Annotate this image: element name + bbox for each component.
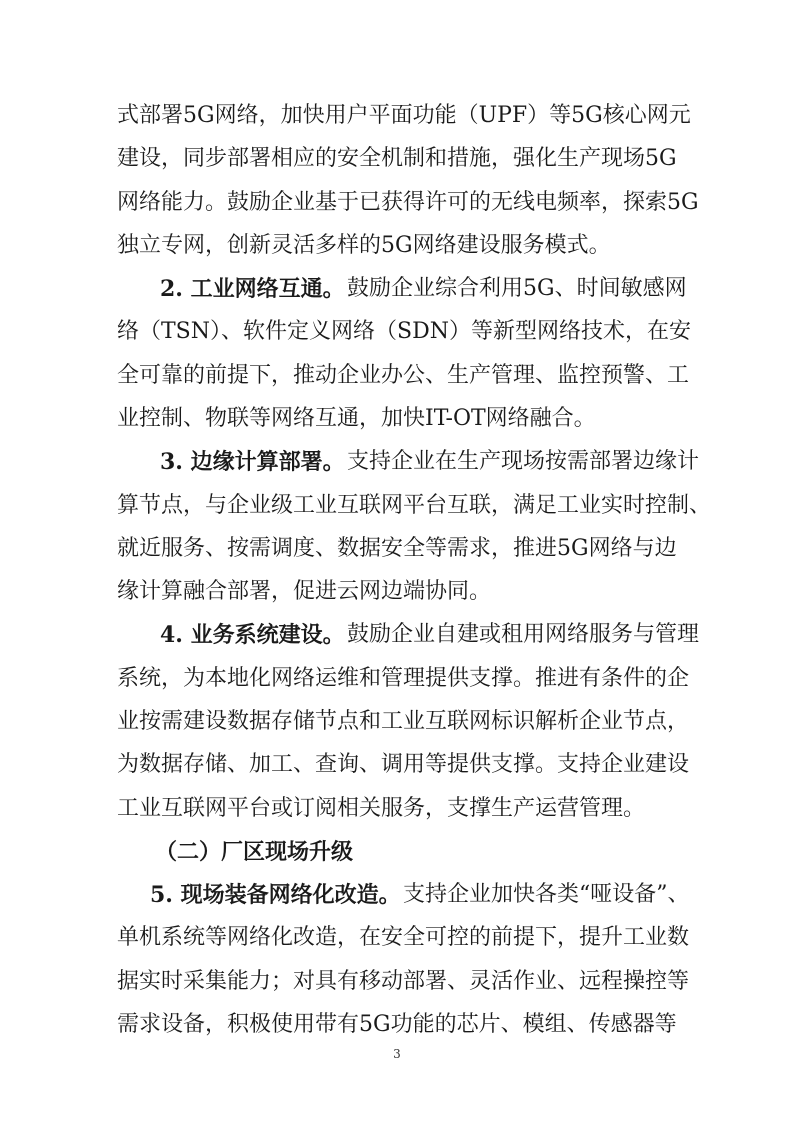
section-3-heading: 3. 边缘计算部署。 xyxy=(160,449,345,475)
paragraph-text: 为数据存储、加工、查询、调用等提供支撑。支持企业建设 xyxy=(117,752,690,777)
section-2-heading: 2. 工业网络互通。 xyxy=(160,276,345,302)
paragraph-text: 网络能力。鼓励企业基于已获得许可的无线电频率，探索5G xyxy=(117,190,699,215)
paragraph-text: 鼓励企业综合利用5G、时间敏感网 xyxy=(347,276,687,301)
paragraph-text: 据实时采集能力；对具有移动部署、灵活作业、远程操控等 xyxy=(117,969,690,994)
paragraph-text: 式部署5G网络，加快用户平面功能（UPF）等5G核心网元 xyxy=(117,103,691,128)
paragraph-text: 缘计算融合部署，促进云网边端协同。 xyxy=(117,579,492,604)
paragraph-text: 全可靠的前提下，推动企业办公、生产管理、监控预警、工 xyxy=(117,363,690,388)
paragraph-text: 支持企业在生产现场按需部署边缘计 xyxy=(347,449,700,474)
subheading: （二）厂区现场升级 xyxy=(155,839,354,865)
paragraph-text: 工业互联网平台或订阅相关服务，支撑生产运营管理。 xyxy=(117,796,646,821)
paragraph-text: 络（TSN）、软件定义网络（SDN）等新型网络技术，在安 xyxy=(117,319,691,344)
paragraph-text: 业按需建设数据存储节点和工业互联网标识解析企业节点， xyxy=(117,709,690,734)
paragraph-text: 就近服务、按需调度、数据安全等需求，推进5G网络与边 xyxy=(117,536,677,561)
paragraph-text: 单机系统等网络化改造，在安全可控的前提下，提升工业数 xyxy=(117,925,690,950)
section-4-heading: 4. 业务系统建设。 xyxy=(160,622,345,648)
paragraph-text: 系统，为本地化网络运维和管理提供支撑。推进有条件的企 xyxy=(117,666,690,691)
paragraph-text: 业控制、物联等网络互通，加快IT-OT网络融合。 xyxy=(117,406,596,431)
paragraph-text: 支持企业加快各类“哑设备”、 xyxy=(403,882,690,907)
paragraph-text: 需求设备，积极使用带有5G功能的芯片、模组、传感器等 xyxy=(117,1012,677,1037)
paragraph-text: 鼓励企业自建或租用网络服务与管理 xyxy=(347,622,700,647)
page-number: 3 xyxy=(393,1047,401,1061)
paragraph-text: 算节点，与企业级工业互联网平台互联，满足工业实时控制、 xyxy=(117,493,712,518)
section-5-heading: 5. 现场装备网络化改造。 xyxy=(150,882,401,908)
paragraph-text: 建设，同步部署相应的安全机制和措施，强化生产现场5G xyxy=(117,146,677,171)
paragraph-text: 独立专网，创新灵活多样的5G网络建设服务模式。 xyxy=(117,233,611,258)
